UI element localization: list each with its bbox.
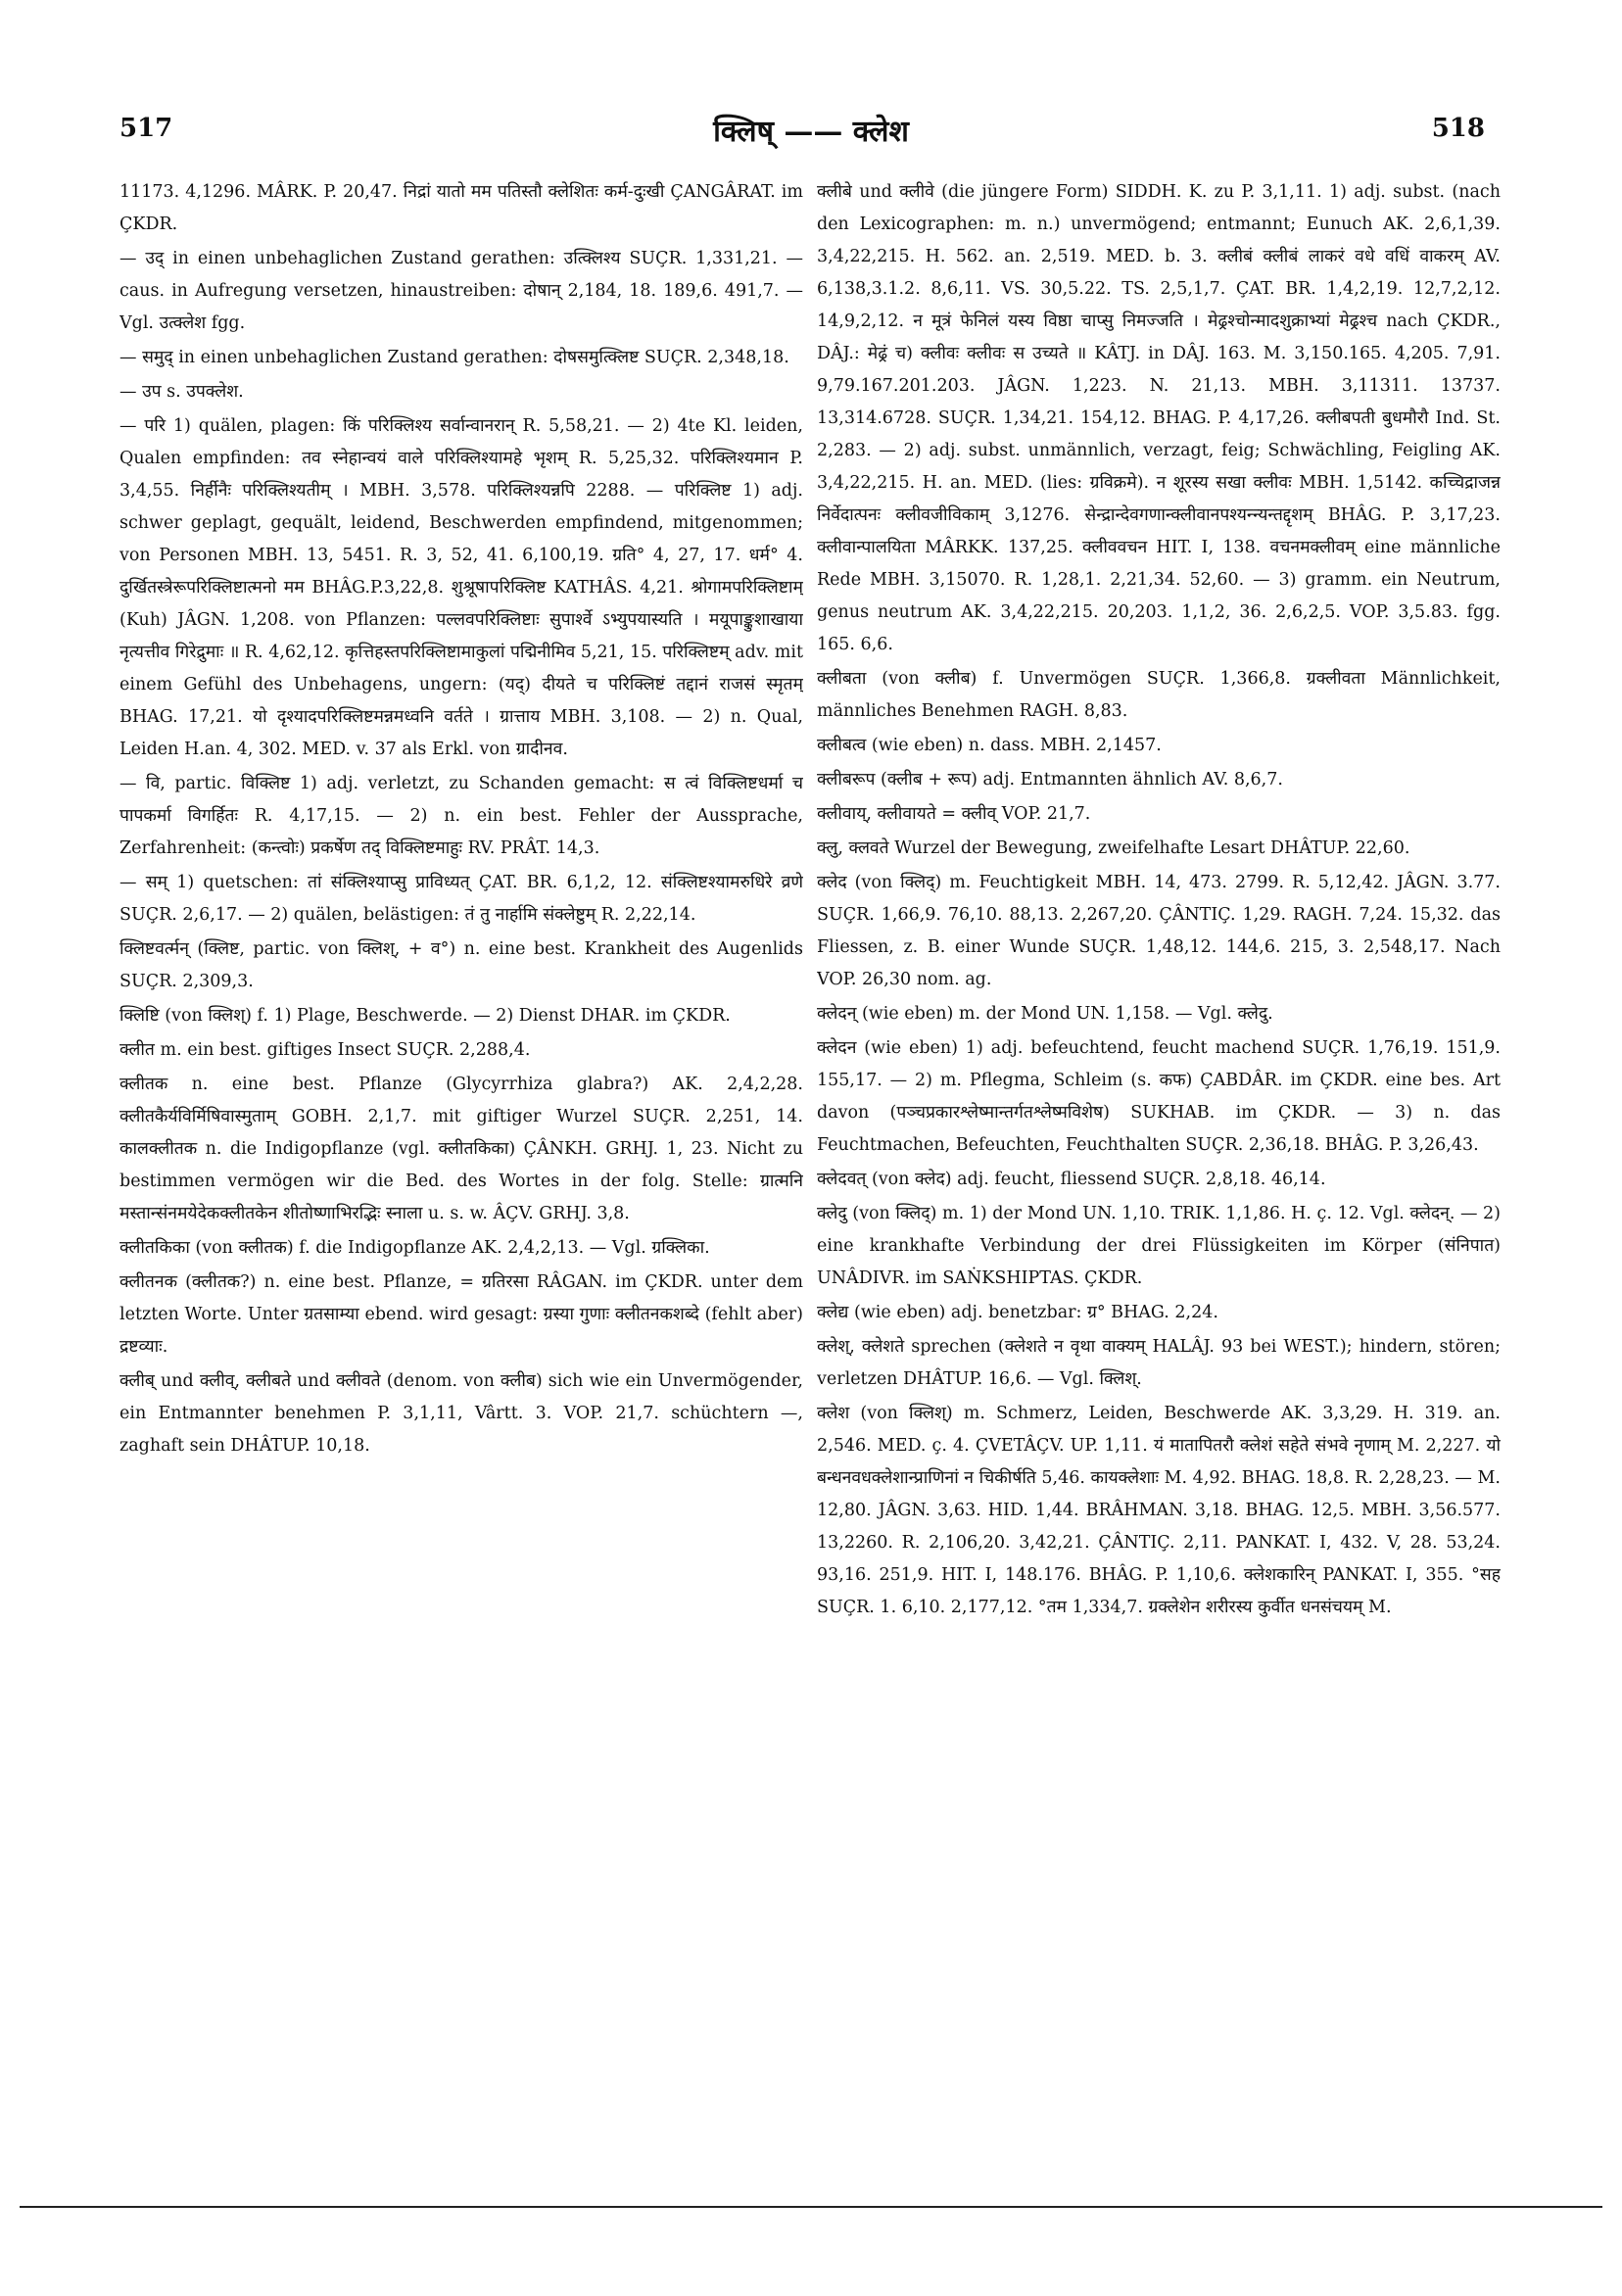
left-entry: — सम् 1) quetschen: तां संक्लिश्याप्सु प्राविध्यत् ÇAT. BR. 6,1,2, 12. संक्लिष्टश्यामरुधिरे व्रणे SUÇR. 2,6,17. — 2) quälen, belästigen: तं तु नार्हामि संक्लेष्टुम् R. 2,22,14.	[119, 873, 803, 925]
left-entry: — उप s. उपक्लेश.	[119, 382, 244, 402]
left-entry: क्लीब् und क्लीव्, क्लीबते und क्लीवते (denom. von क्लीब) sich wie ein Unvermögender, ein Entmannter benehmen P. 3,1,11, Vârtt. 3. VOP. 21,7. schüchtern —, zaghaft sein DHÂTUP. 10,18.	[119, 1371, 803, 1456]
left-column	[119, 176, 803, 2037]
right-entry: क्लेद (von क्लिद्) m. Feuchtigkeit MBH. 14, 473. 2799. R. 5,12,42. JÂGN. 3.77. SUÇR. 1,66,9. 76,10. 88,13. 2,267,20. ÇÂNTIÇ. 1,29. RAGH. 7,24. 15,32. das Fliessen, z. B. einer Wunde SUÇR. 1,48,12. 144,6. 215, 3. 2,548,17. Nach VOP. 26,30 nom. ag.	[817, 873, 1501, 989]
right-entry: क्लु, क्लवते Wurzel der Bewegung, zweifelhafte Lesart DHÂTUP. 22,60.	[817, 838, 1410, 858]
right-entry: क्लेदन (wie eben) 1) adj. befeuchtend, feucht machend SUÇR. 1,76,19. 151,9. 155,17. — 2) m. Pflegma, Schleim (s. कफ) ÇABDÂR. im ÇKDR. eine bes. Art davon (पञ्चप्रकारश्लेष्मान्तर्गतश्लेष्मविशेष) SUKHAB. im ÇKDR. — 3) n. das Feuchtmachen, Befeuchten, Feuchthalten SUÇR. 2,36,18. BHÂG. P. 3,26,43.	[817, 1038, 1501, 1155]
right-entry: क्लीवाय्, क्लीवायते = क्लीव् VOP. 21,7.	[817, 804, 1091, 824]
bottom-rule	[20, 2206, 1602, 2208]
right-entry: क्लीबत्व (wie eben) n. dass. MBH. 2,1457.	[817, 736, 1162, 755]
left-entry: क्लिष्टि (von क्लिश्) f. 1) Plage, Beschwerde. — 2) Dienst DHAR. im ÇKDR.	[119, 1006, 731, 1026]
left-entry: — समुद् in einen unbehaglichen Zustand gerathen: दोषसमुत्क्लिष्ट SUÇR. 2,348,18.	[119, 348, 789, 367]
right-entry: क्लेश (von क्लिश्) m. Schmerz, Leiden, Beschwerde AK. 3,3,29. H. 319. an. 2,546. MED. ç. 4. ÇVETÂÇV. UP. 1,11. यं मातापितरौ क्लेशं सहेते संभवे नृणाम् M. 2,227. यो बन्धनवधक्लेशान्प्राणिनां न चिकीर्षति 5,46. कायक्लेशाः M. 4,92. BHAG. 18,8. R. 2,28,23. — M. 12,80. JÂGN. 3,63. HID. 1,44. BRÂHMAN. 3,18. BHAG. 12,5. MBH. 3,56.577. 13,2260. R. 2,106,20. 3,42,21. ÇÂNTIÇ. 2,11. PANKAT. I, 432. V, 28. 53,24. 93,16. 251,9. HIT. I, 148.176. BHÂG. P. 1,10,6. क्लेशकारिन् PANKAT. I, 355. °सह SUÇR. 1. 6,10. 2,177,12. °तम 1,334,7. ग्रक्लेशेन शरीरस्य कुर्वीत धनसंचयम् M.	[817, 1404, 1501, 1617]
left-entry: — वि, partic. विक्लिष्ट 1) adj. verletzt, zu Schanden gemacht: स त्वं विक्लिष्टधर्मा च पापकर्मा विगर्हितः R. 4,17,15. — 2) n. ein best. Fehler der Aussprache, Zerfahrenheit: (कन्त्वोः) प्रकर्षेण तद् विक्लिष्टमाहुः RV. PRÂT. 14,3.	[119, 774, 803, 858]
left-entry: क्लीतनक (क्लीतक?) n. eine best. Pflanze, = ग्रतिरसा RÂGAN. im ÇKDR. unter dem letzten Worte. Unter ग्रतसाम्या ebend. wird gesagt: ग्रस्या गुणाः क्लीतनकशब्दे (fehlt aber) द्रष्टव्याः.	[119, 1272, 803, 1357]
right-column	[817, 176, 1501, 2037]
right-entry: क्लीबरूप (क्लीब + रूप) adj. Entmannten ähnlich AV. 8,6,7.	[817, 770, 1283, 789]
left-entry: — परि 1) quälen, plagen: किं परिक्लिश्य सर्वान्वानरान् R. 5,58,21. — 2) 4te Kl. leiden, Qualen empfinden: तव स्नेहान्वयं वाले परिक्लिश्यामहे भृशम् R. 5,25,32. परिक्लिश्यमान P. 3,4,55. निर्हीनैः परिक्लिश्यतीम् । MBH. 3,578. परिक्लिश्यन्नपि 2288. — परिक्लिष्ट 1) adj. schwer geplagt, gequält, leidend, Beschwerden empfindend, mitgenommen; von Personen MBH. 13, 5451. R. 3, 52, 41. 6,100,19. ग्रति° 4, 27, 17. धर्म° 4. दुर्खितस्त्रेरूपरिक्लिष्टात्मनो मम BHÂG.P.3,22,8. शुश्रूषापरिक्लिष्ट KATHÂS. 4,21. श्रोगामपरिक्लिष्टाम् (Kuh) JÂGN. 1,208. von Pflanzen: पल्लवपरिक्लिष्टाः सुपार्श्वे ऽभ्युपयास्यति । मयूपाङ्कुशाखाया नृत्यत्तीव गिरेद्रुमाः ॥ R. 4,62,12. कृत्तिहस्तपरिक्लिष्टामाकुलां पद्मिनीमिव 5,21, 15. परिक्लिष्टम् adv. mit einem Gefühl des Unbehagens, ungern: (यद्) दीयते च परिक्लिष्टं तद्दानं राजसं स्मृतम् BHAG. 17,21. यो दृश्यादपरिक्लिष्टमन्नमध्वनि वर्तते । ग्रात्ताय MBH. 3,108. — 2) n. Qual, Leiden H.an. 4, 302. MED. v. 37 als Erkl. von ग्रादीनव.	[119, 416, 803, 759]
right-entry: क्लेश्, क्लेशते sprechen (क्लेशते न वृथा वाक्यम् HALÂJ. 93 bei WEST.); hindern, stören; verletzen DHÂTUP. 16,6. — Vgl. क्लिश्.	[817, 1337, 1501, 1389]
left-entry: क्लीतक n. eine best. Pflanze (Glycyrrhiza glabra?) AK. 2,4,2,28. क्लीतकैर्यविर्मिषिवास्मुताम् GOBH. 2,1,7. mit giftiger Wurzel SUÇR. 2,251, 14. कालक्लीतक n. die Indigopflanze (vgl. क्लीतकिका) ÇÂNKH. GRHJ. 1, 23. Nicht zu bestimmen vermögen wir die Bed. des Wortes in der folg. Stelle: ग्रात्मनि मस्तान्संनमयेदेकक्लीतकेन शीतोष्णाभिरद्भिः स्नाला u. s. w. ÂÇV. GRHJ. 3,8.	[119, 1075, 803, 1223]
page-header	[0, 110, 1622, 159]
right-entry: क्लेदन् (wie eben) m. der Mond UN. 1,158. — Vgl. क्लेदु.	[817, 1004, 1273, 1024]
left-entry: क्लीत m. ein best. giftiges Insect SUÇR. 2,288,4.	[119, 1040, 531, 1060]
left-entry: क्लीतकिका (von क्लीतक) f. die Indigopflanze AK. 2,4,2,13. — Vgl. ग्रक्लिका.	[119, 1238, 710, 1258]
right-entry: क्लेद्य (wie eben) adj. benetzbar: ग्र° BHAG. 2,24.	[817, 1303, 1218, 1322]
right-page-number: 518	[1431, 114, 1485, 143]
right-entry: क्लीबता (von क्लीब) f. Unvermögen SUÇR. 1,366,8. ग्रक्लीवता Männlichkeit, männliches Benehmen RAGH. 8,83.	[817, 669, 1501, 721]
right-entry: क्लेदवत् (von क्लेद) adj. feucht, fliessend SUÇR. 2,8,18. 46,14.	[817, 1170, 1326, 1189]
right-entry: क्लीबे und क्लीवे (die jüngere Form) SIDDH. K. zu P. 3,1,11. 1) adj. subst. (nach den Lexicographen: m. n.) unvermögend; entmannt; Eunuch AK. 2,6,1,39. 3,4,22,215. H. 562. an. 2,519. MED. b. 3. क्लीबं क्लीबं लाकरं वधे वधिं वाकरम् AV. 6,138,3.1.2. 8,6,11. VS. 30,5.22. TS. 2,5,1,7. ÇAT. BR. 1,4,2,19. 12,7,2,12. 14,9,2,12. न मूत्रं फेनिलं यस्य विष्ठा चाप्सु निमज्जति । मेढ्रश्चोन्मादशुक्राभ्यां मेढ्रश्च nach ÇKDR., DÂJ.: मेढ्रं च) क्लीवः क्लीवः स उच्यते ॥ KÂTJ. in DÂJ. 163. M. 3,150.165. 4,205. 7,91. 9,79.167.201.203. JÂGN. 1,223. N. 21,13. MBH. 3,11311. 13737. 13,314.6728. SUÇR. 1,34,21. 154,12. BHAG. P. 4,17,26. क्लीबपती बुधमौरौ Ind. St. 2,283. — 2) adj. subst. unmännlich, verzagt, feig; Schwächling, Feigling AK. 3,4,22,215. H. an. MED. (lies: ग्रविक्रमे). न शूरस्य सखा क्लीवः MBH. 1,5142. कच्चिद्राजन्न निर्वेदात्पनः क्लीवजीविकाम् 3,1276. सेन्द्रान्देवगणान्क्लीवानपश्यन्न्यन्तद्दृशम् BHÂG. P. 3,17,23. क्लीवान्पालयिता MÂRKK. 137,25. क्लीववचन HIT. I, 138. वचनमक्लीवम् eine männliche Rede MBH. 3,15070. R. 1,28,1. 2,21,34. 52,60. — 3) gramm. ein Neutrum, genus neutrum AK. 3,4,22,215. 20,203. 1,1,2, 36. 2,6,2,5. VOP. 3,5.83. fgg. 165. 6,6.	[817, 182, 1501, 654]
left-page-number: 517	[119, 114, 173, 143]
left-entry: क्लिष्टवर्त्मन् (क्लिष्ट, partic. von क्लिश्, + व°) n. eine best. Krankheit des Augenlids SUÇR. 2,309,3.	[119, 939, 803, 991]
left-entry: 11173. 4,1296. MÂRK. P. 20,47. निद्रां यातो मम पतिस्तौ क्लेशितः कर्म-दुःखी ÇANGÂRAT. im ÇKDR.	[119, 182, 803, 234]
right-entry: क्लेदु (von क्लिद्) m. 1) der Mond UN. 1,10. TRIK. 1,1,86. H. ç. 12. Vgl. क्लेदन्. — 2) eine krankhafte Verbindung der drei Flüssigkeiten im Körper (संनिपात) UNÂDIVR. im SAṄKSHIPTAS. ÇKDR.	[817, 1204, 1501, 1288]
page-title: क्लिष् —— क्लेश	[713, 115, 909, 149]
left-entry: — उद् in einen unbehaglichen Zustand gerathen: उत्क्लिश्य SUÇR. 1,331,21. — caus. in Aufregung versetzen, hinaustreiben: दोषान् 2,184, 18. 189,6. 491,7. — Vgl. उत्क्लेश fgg.	[119, 249, 803, 333]
